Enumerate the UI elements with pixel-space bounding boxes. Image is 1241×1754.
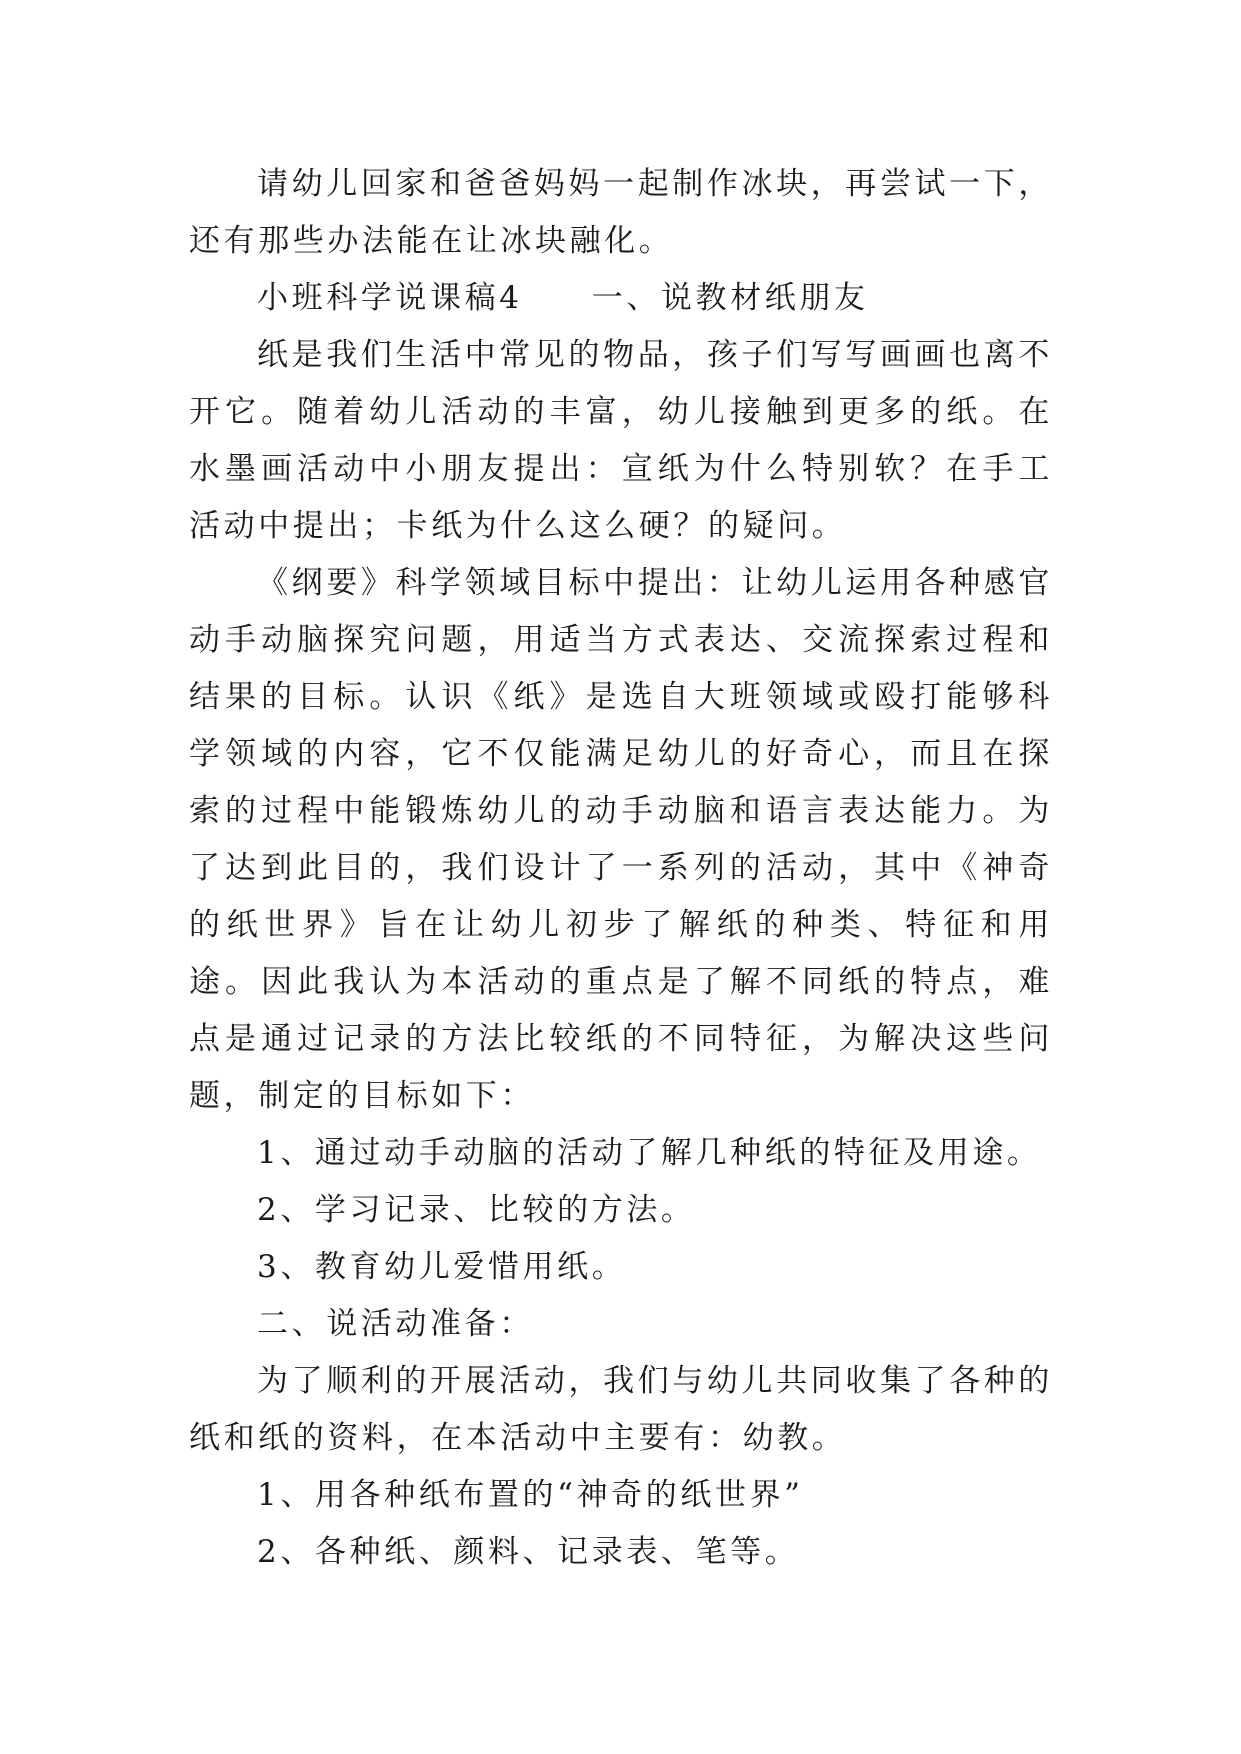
paragraph-guideline-goals: 《纲要》科学领域目标中提出：让幼儿运用各种感官动手动脑探究问题，用适当方式表达、交流探索过程和结果的目标。认识《纸》是选自大班领域或殴打能够科学领域的内容，它不仅能满足幼儿的好奇心，而且在探索的过程中能锻炼幼儿的动手动脑和语言表达能力。为了达到此目的，我们设计了一系列的活动，其中《神奇的纸世界》旨在让幼儿初步了解纸的种类、特征和用途。因此我认为本活动的重点是了解不同纸的特点，难点是通过记录的方法比较纸的不同特征，为解决这些问题，制定的目标如下： — [189, 565, 1053, 1114]
section-heading-lesson-4: 小班科学说课稿4 一、说教材纸朋友 — [257, 280, 869, 316]
document-body — [189, 156, 1053, 1581]
preparation-item-2: 2、各种纸、颜料、记录表、笔等。 — [257, 1534, 800, 1570]
section-heading-preparation: 二、说活动准备： — [257, 1306, 534, 1342]
goal-item-2: 2、学习记录、比较的方法。 — [257, 1192, 696, 1228]
goal-item-3: 3、教育幼儿爱惜用纸。 — [257, 1249, 627, 1285]
paragraph-ice-homework: 请幼儿回家和爸爸妈妈一起制作冰块，再尝试一下，还有那些办法能在让冰块融化。 — [189, 166, 1053, 259]
paragraph-preparation: 为了顺利的开展活动，我们与幼儿共同收集了各种的纸和纸的资料，在本活动中主要有：幼教。 — [189, 1363, 1053, 1456]
preparation-item-1: 1、用各种纸布置的“神奇的纸世界” — [257, 1477, 804, 1513]
paragraph-paper-intro: 纸是我们生活中常见的物品，孩子们写写画画也离不开它。随着幼儿活动的丰富，幼儿接触到更多的纸。在水墨画活动中小朋友提出：宣纸为什么特别软？在手工活动中提出；卡纸为什么这么硬？的疑问。 — [189, 337, 1053, 544]
goal-item-1: 1、通过动手动脑的活动了解几种纸的特征及用途。 — [257, 1135, 1042, 1171]
